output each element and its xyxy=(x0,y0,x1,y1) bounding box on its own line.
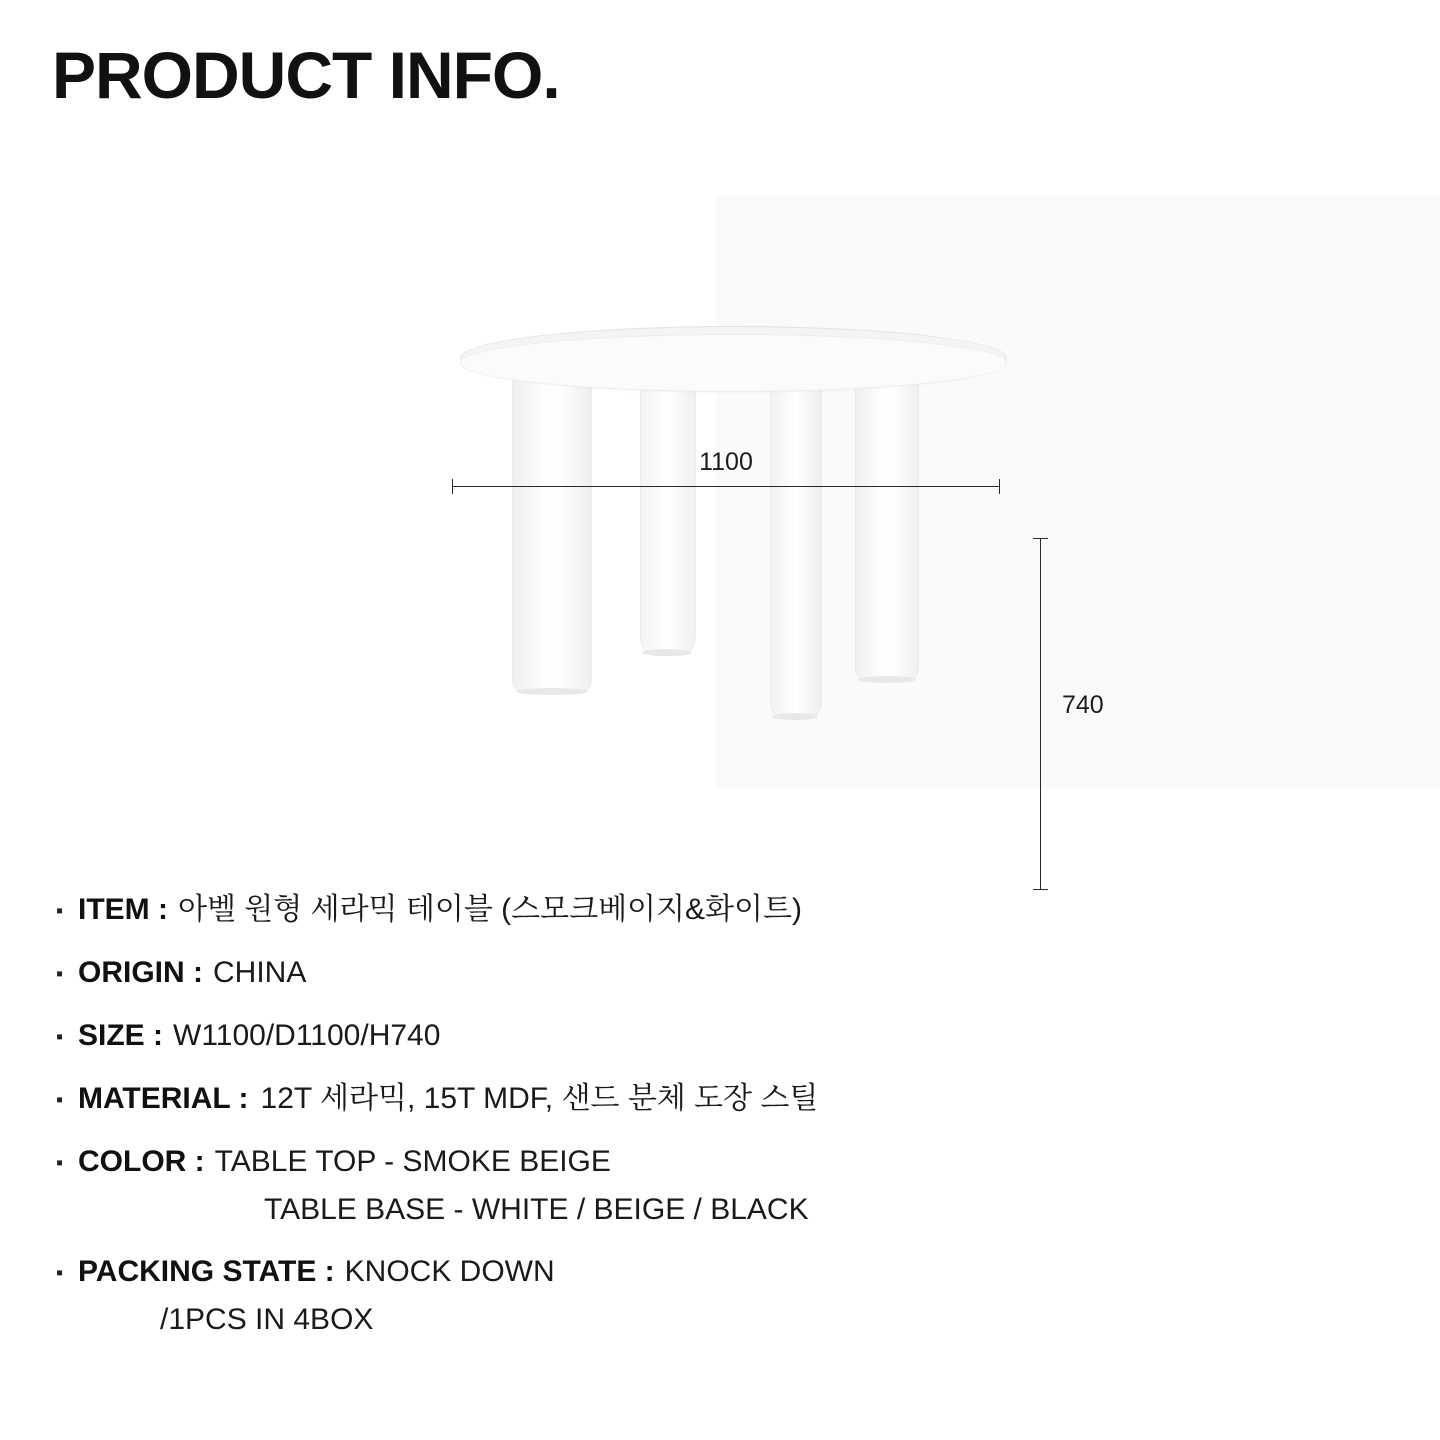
table-foot-middle xyxy=(642,649,692,656)
table-leg-back-left xyxy=(512,362,592,694)
width-dimension-line xyxy=(452,486,1000,487)
spec-row-color xyxy=(56,1142,1386,1230)
spec-value-item: 아벨 원형 세라믹 테이블 (스모크베이지&화이트) xyxy=(178,893,802,926)
spec-label-item: ITEM : xyxy=(78,893,168,926)
bullet-icon: ▪ xyxy=(56,1262,64,1284)
width-dimension-label: 1100 xyxy=(699,448,753,476)
height-dimension-label: 740 xyxy=(1062,691,1104,719)
bullet-icon: ▪ xyxy=(56,1152,64,1174)
spec-label-color: COLOR : xyxy=(78,1145,205,1178)
width-dimension-cap-right xyxy=(999,479,1000,494)
spec-row-origin xyxy=(56,953,1386,994)
spec-value-packing-detail: /1PCS IN 4BOX xyxy=(160,1303,374,1336)
width-dimension-cap-left xyxy=(452,479,453,494)
bullet-icon: ▪ xyxy=(56,1026,64,1048)
spec-value-origin: CHINA xyxy=(213,956,307,989)
spec-row-packing-state xyxy=(56,1252,1386,1340)
bullet-icon: ▪ xyxy=(56,1089,64,1111)
spec-value-packing-state: KNOCK DOWN xyxy=(344,1255,555,1288)
spec-label-packing-state: PACKING STATE : xyxy=(78,1255,335,1288)
spec-value-size: W1100/D1100/H740 xyxy=(173,1019,441,1052)
spec-label-material: MATERIAL : xyxy=(78,1082,249,1115)
page-title: PRODUCT INFO. xyxy=(52,38,560,112)
spec-value-color-base: TABLE BASE - WHITE / BEIGE / BLACK xyxy=(264,1193,809,1226)
product-diagram xyxy=(0,196,1440,796)
height-dimension-line xyxy=(1040,538,1041,890)
table-leg-middle xyxy=(640,364,696,656)
spec-row-material xyxy=(56,1079,1386,1120)
table-foot-back-left xyxy=(516,688,588,695)
spec-label-size: SIZE : xyxy=(78,1019,164,1052)
spec-value-color-top: TABLE TOP - SMOKE BEIGE xyxy=(214,1145,611,1178)
spec-label-origin: ORIGIN : xyxy=(78,956,203,989)
table-foot-back-right xyxy=(858,676,916,683)
spec-row-size xyxy=(56,1016,1386,1057)
table-leg-front xyxy=(770,368,822,720)
table-top-surface xyxy=(460,334,1007,392)
table-foot-front xyxy=(772,713,818,720)
spec-row-item xyxy=(56,890,1386,931)
table-illustration xyxy=(450,326,1010,756)
spec-list xyxy=(56,890,1386,1362)
bullet-icon: ▪ xyxy=(56,900,64,922)
table-leg-back-right xyxy=(855,362,919,682)
height-dimension-cap-top xyxy=(1033,538,1048,539)
spec-value-material: 12T 세라믹, 15T MDF, 샌드 분체 도장 스틸 xyxy=(260,1082,819,1115)
bullet-icon: ▪ xyxy=(56,963,64,985)
